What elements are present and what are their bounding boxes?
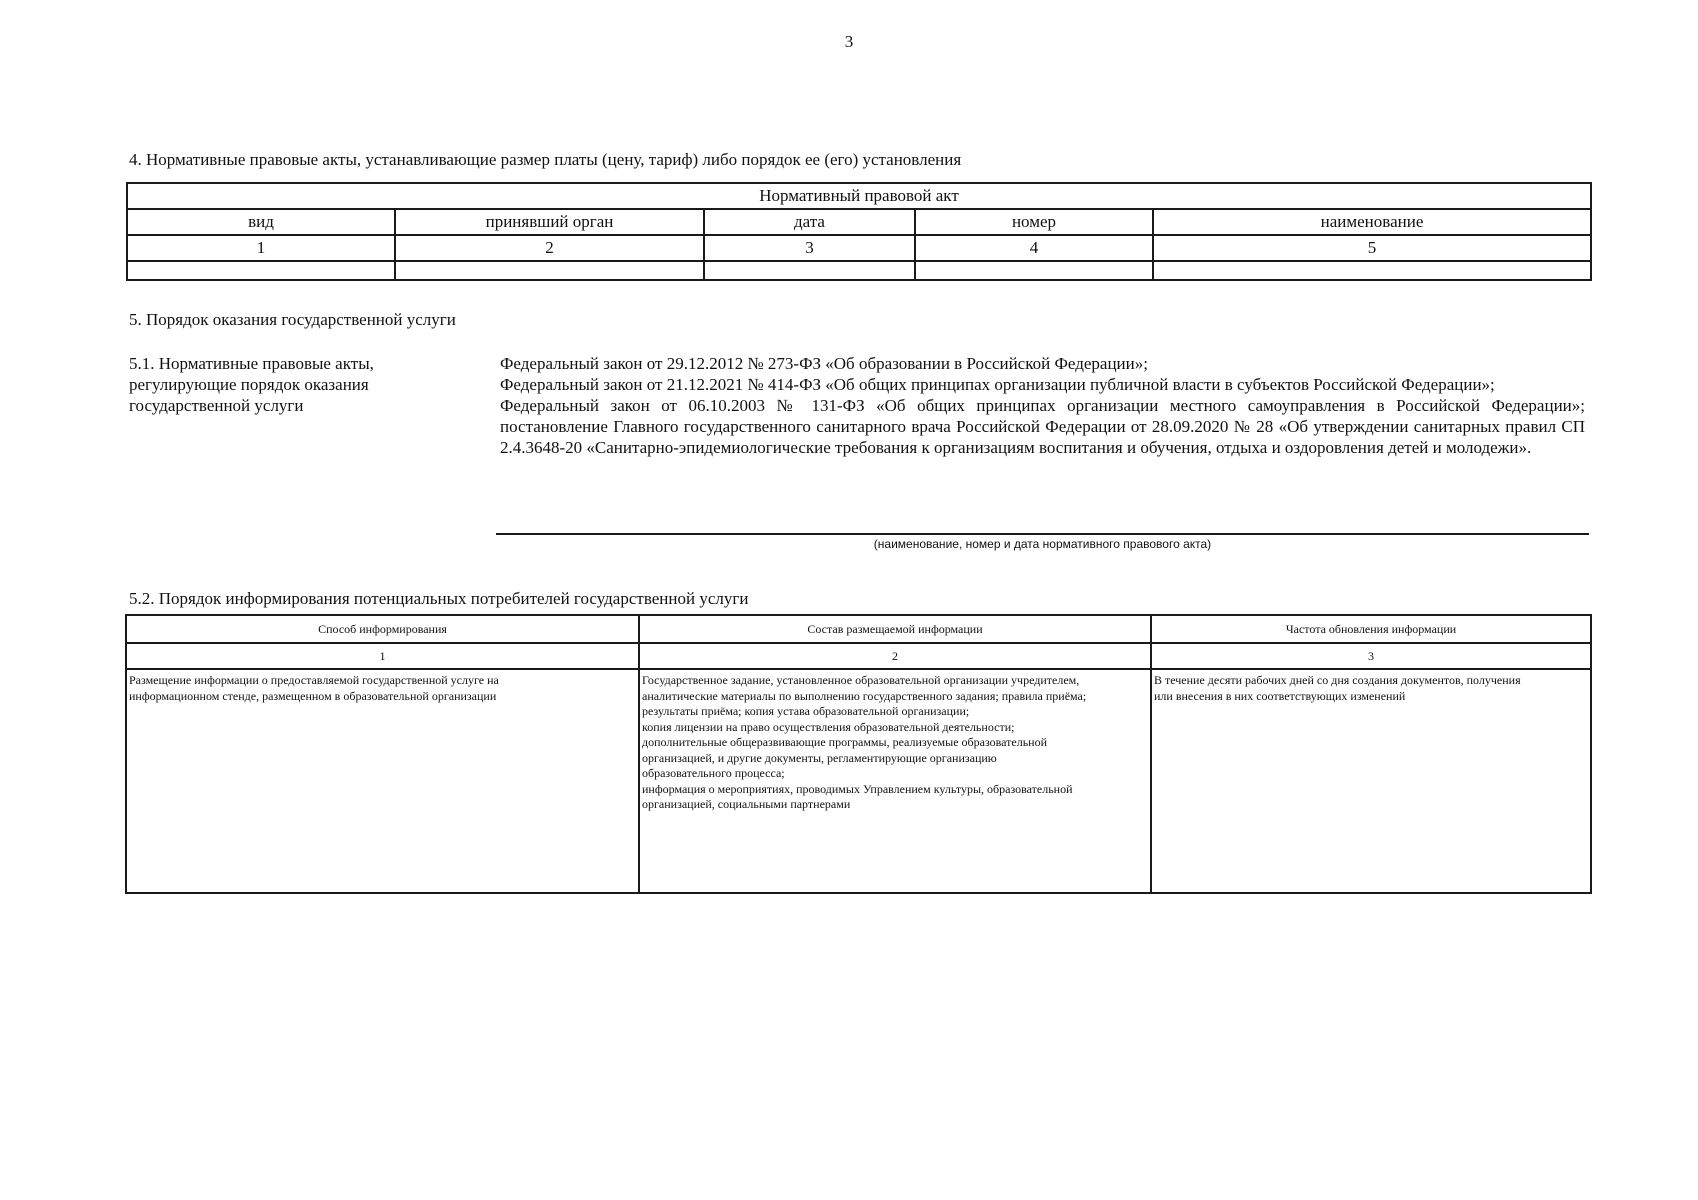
section-5-1-laws — [500, 353, 1585, 458]
column-number: 4 — [915, 235, 1153, 261]
table-cell — [915, 261, 1153, 280]
column-header-date: дата — [704, 209, 915, 235]
method-text: Размещение информации о предоставляемой государственной услуге на информационном стенде, размещенном в образовательной организации — [129, 673, 499, 703]
signature-line — [496, 533, 1589, 535]
page-number: 3 — [844, 32, 854, 51]
section-5-2-title: 5.2. Порядок информирования потенциальных потребителей государственной услуги — [129, 589, 749, 608]
column-header-content: Состав размещаемой информации — [639, 615, 1151, 643]
column-number: 1 — [126, 643, 639, 669]
column-header-number: номер — [915, 209, 1153, 235]
method-cell — [126, 669, 639, 893]
law-item: Федеральный закон от 06.10.2003 № 131-ФЗ «Об общих принципах организации местного самоуправления в Российской Федерации»; — [500, 396, 1585, 415]
column-header-frequency: Частота обновления информации — [1151, 615, 1591, 643]
section-4-title: 4. Нормативные правовые акты, устанавливающие размер платы (цену, тариф) либо порядок ее (его) установления — [129, 150, 962, 169]
table-number-row — [127, 235, 1591, 261]
law-item: постановление Главного государственного санитарного врача Российской Федерации от 28.09.2020 № 28 «Об утверждении санитарных правил СП 2.4.3648-20 «Санитарно-эпидемиологические требования к организациям воспитания и обучения, отдыха и оздоровления детей и молодежи». — [500, 417, 1585, 457]
table-cell — [1153, 261, 1591, 280]
section-5-1-label: 5.1. Нормативные правовые акты, регулирующие порядок оказания государственной услуги — [129, 354, 374, 415]
law-item: Федеральный закон от 21.12.2021 № 414-ФЗ «Об общих принципах организации публичной власти в субъектов Российской Федерации»; — [500, 375, 1495, 394]
column-number: 3 — [704, 235, 915, 261]
content-text: Государственное задание, установленное образовательной организации учредителем, аналитические материалы по выполнению государственного задания; правила приёма; результаты приёма; копия устава образовательной организации; копия лицензии на право осуществления образовательной деятельности; дополнительные общеразвивающие программы, реализуемые образовательной организацией, и другие документы, регламентирующие организацию образовательного процесса; информация о мероприятиях, проводимых Управлением культуры, образовательной организацией, социальными партнерами — [642, 673, 1087, 811]
column-header-type: вид — [127, 209, 395, 235]
line-caption: (наименование, номер и дата нормативного правового акта) — [873, 537, 1212, 551]
table-cell — [704, 261, 915, 280]
law-item: Федеральный закон от 29.12.2012 № 273-ФЗ «Об образовании в Российской Федерации»; — [500, 354, 1148, 373]
table-number-row — [126, 643, 1591, 669]
group-header-cell: Нормативный правовой акт — [127, 183, 1591, 209]
frequency-cell — [1151, 669, 1591, 893]
table-group-header-row — [127, 183, 1591, 209]
column-number: 2 — [395, 235, 704, 261]
normative-acts-table — [126, 182, 1592, 281]
column-number: 2 — [639, 643, 1151, 669]
table-cell — [127, 261, 395, 280]
table-cell — [395, 261, 704, 280]
frequency-text: В течение десяти рабочих дней со дня создания документов, получения или внесения в них соответствующих изменений — [1154, 673, 1521, 703]
table-row — [126, 669, 1591, 893]
column-number: 1 — [127, 235, 395, 261]
content-cell — [639, 669, 1151, 893]
table-header-row — [127, 209, 1591, 235]
column-number: 5 — [1153, 235, 1591, 261]
column-header-name: наименование — [1153, 209, 1591, 235]
section-5-title: 5. Порядок оказания государственной услуги — [129, 310, 456, 329]
informing-table — [125, 614, 1592, 894]
column-header-method: Способ информирования — [126, 615, 639, 643]
column-number: 3 — [1151, 643, 1591, 669]
table-row — [127, 261, 1591, 280]
column-header-issuing-body: принявший орган — [395, 209, 704, 235]
table-header-row — [126, 615, 1591, 643]
